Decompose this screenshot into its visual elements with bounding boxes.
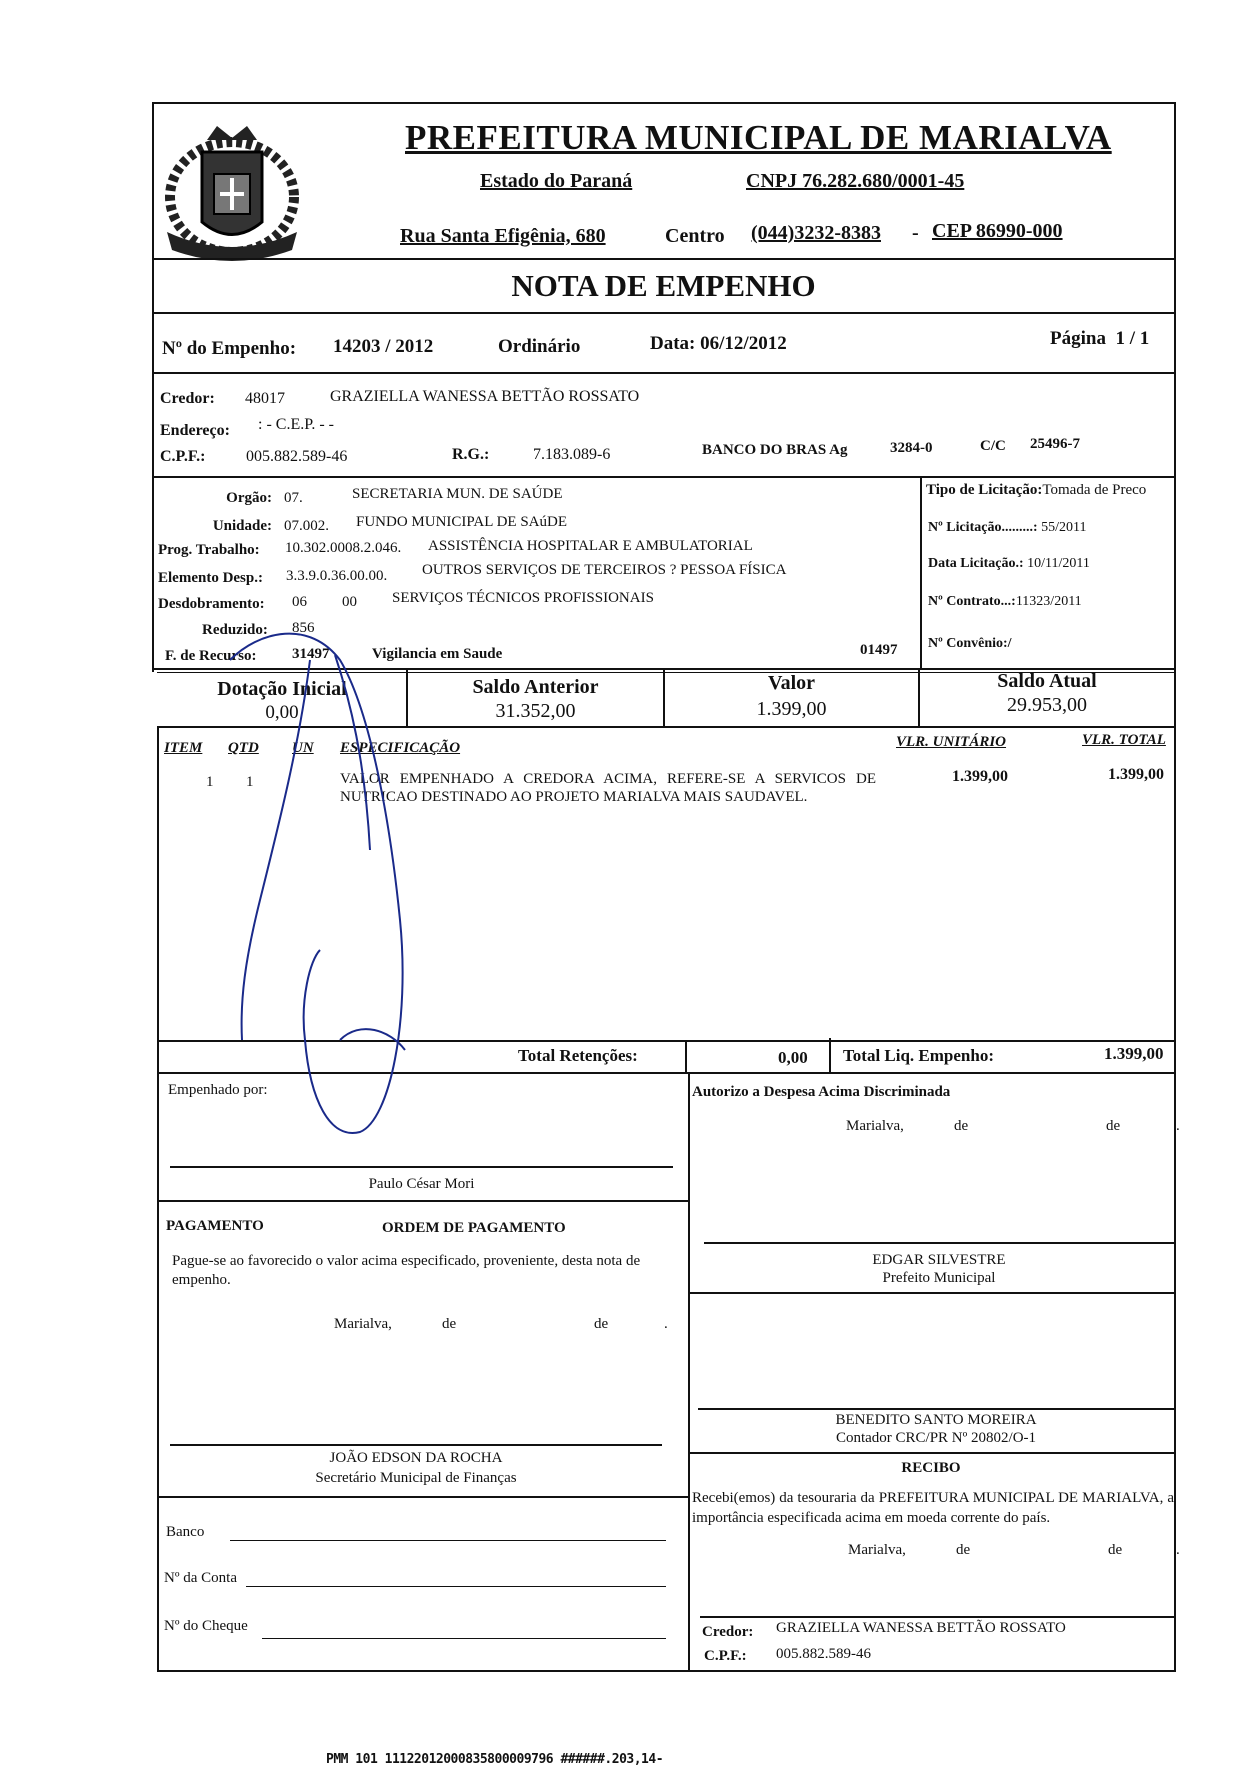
desdobramento-name: SERVIÇOS TÉCNICOS PROFISSIONAIS [392,590,654,606]
orgao-code: 07. [284,490,303,506]
recurso-label: F. de Recurso: [165,648,257,664]
orgao-name: SECRETARIA MUN. DE SAÚDE [352,486,563,502]
col-un: UN [292,740,314,756]
valor-label: Valor [767,672,816,694]
item-total-value: 1.399,00 [1108,766,1164,783]
empenho-number-label: Nº do Empenho: [162,338,297,359]
state-name: Estado do Paraná [480,170,633,192]
empenho-number: 14203 / 2012 [333,336,434,357]
unidade-label: Unidade: [212,518,272,534]
secretario-role: Secretário Municipal de Finanças [315,1470,517,1486]
dotacao-inicial-label: Dotação Inicial [217,678,347,700]
col-qtd: QTD [228,740,259,756]
agency-number: 3284-0 [890,440,933,456]
institution-title: PREFEITURA MUNICIPAL DE MARIALVA [405,118,1112,157]
date-de-1a: de [954,1118,969,1134]
reduzido-label: Reduzido: [202,622,268,638]
convenio-label: Nº Convênio:/ [928,636,1012,651]
date-de-3a: de [956,1542,971,1558]
contador-role: Contador CRC/PR Nº 20802/O-1 [835,1430,1037,1446]
prog-trabalho-name: ASSISTÊNCIA HOSPITALAR E AMBULATORIAL [428,538,753,554]
city-date-1: Marialva, [846,1118,904,1134]
account-label: C/C [980,438,1006,454]
secretario-name: JOÃO EDSON DA ROCHA [329,1450,503,1466]
creditor-address: : - C.E.P. - - [258,416,334,433]
recibo-cpf: 005.882.589-46 [776,1646,871,1662]
recibo-credor-label: Credor: [702,1624,754,1640]
reduzido-value: 856 [292,620,315,636]
prefeito-name: EDGAR SILVESTRE [872,1252,1006,1268]
unidade-name: FUNDO MUNICIPAL DE SAúDE [356,514,567,530]
col-valor-total: VLR. TOTAL [1082,732,1166,748]
contract-number: 11323/2011 [1015,594,1082,609]
recurso-number: 01497 [860,642,898,658]
cnpj: CNPJ 76.282.680/0001-45 [746,170,965,192]
elemento-code: 3.3.9.0.36.00.00. [286,568,388,584]
handwritten-signature [200,620,480,1140]
address-district: Centro [665,225,725,247]
saldo-anterior-value: 31.352,00 [495,700,576,722]
account-number: 25496-7 [1030,436,1080,452]
licitacao-type-label: Tipo de Licitação: [926,482,1043,498]
unidade-code: 07.002. [284,518,329,534]
col-especificacao: ESPECIFICAÇÃO [340,740,461,756]
recibo-text: Recebi(emos) da tesouraria da PREFEITURA MUNICIPAL DE MARIALVA, a importância especificada acima em moeda corrente do país. [692,1490,1174,1526]
creditor-label: Credor: [160,390,215,407]
recurso-name: Vigilancia em Saude [372,646,503,662]
recibo-credor-name: GRAZIELLA WANESSA BETTÃO ROSSATO [776,1620,1066,1636]
creditor-cpf: 005.882.589-46 [246,448,348,465]
saldo-atual-label: Saldo Atual [997,670,1097,692]
date-label: Data: [650,333,696,354]
date-dot-2: . [664,1316,668,1332]
creditor-code: 48017 [245,390,285,407]
col-valor-unitario: VLR. UNITÁRIO [896,734,1007,750]
footer-barcode-text: PMM 101 11122012000835800009796 ######.203,14- [326,1752,664,1767]
item-qtd: 1 [246,774,254,790]
page-label: Página [1050,328,1106,349]
total-retencoes-label: Total Retenções: [518,1046,638,1065]
saldo-atual-value: 29.953,00 [1007,694,1087,716]
recibo-title: RECIBO [901,1460,961,1476]
cep: CEP 86990-000 [932,220,1063,242]
coat-of-arms-logo [152,112,312,272]
document-title: NOTA DE EMPENHO [511,268,816,303]
licitacao-number: 55/2011 [1041,520,1087,535]
desdobramento-label: Desdobramento: [158,596,265,612]
date-dot-1: . [1176,1118,1180,1134]
total-liquido-label: Total Liq. Empenho: [843,1046,994,1065]
desdobramento-code-1: 06 [292,594,307,610]
creditor-rg: 7.183.089-6 [533,446,611,463]
licitacao-number-label: Nº Licitação.........: [928,520,1038,535]
agency-label: Ag [829,442,848,458]
total-liquido-value: 1.399,00 [1104,1044,1164,1063]
prog-trabalho-label: Prog. Trabalho: [158,542,260,558]
ordem-pagamento-label: ORDEM DE PAGAMENTO [382,1220,566,1236]
rg-label: R.G.: [452,446,490,463]
desdobramento-code-2: 00 [342,594,357,610]
bank-name: BANCO DO BRAS [702,442,827,458]
city-date-2: Marialva, [334,1316,392,1332]
address-label: Endereço: [160,422,230,439]
empenhado-por-label: Empenhado por: [168,1082,268,1098]
contract-label: Nº Contrato...: [928,594,1016,609]
date-dot-3: . [1176,1542,1180,1558]
date-de-2a: de [442,1316,457,1332]
empenhado-por-name: Paulo César Mori [368,1176,475,1192]
col-item: ITEM [164,740,203,756]
elemento-label: Elemento Desp.: [158,570,263,586]
cpf-label: C.P.F.: [160,448,206,465]
empenho-date: 06/12/2012 [700,333,787,354]
recibo-cpf-label: C.P.F.: [704,1648,747,1664]
creditor-name: GRAZIELLA WANESSA BETTÃO ROSSATO [330,388,640,405]
pagamento-text: Pague-se ao favorecido o valor acima especificado, proveniente, desta nota de empenho. [172,1253,641,1288]
valor-value: 1.399,00 [756,698,827,720]
empenho-type: Ordinário [498,336,581,357]
bank-field-label: Banco [166,1524,205,1540]
licitacao-type: Tomada de Preco [1042,482,1147,498]
pagamento-label: PAGAMENTO [166,1218,264,1234]
page-number: 1 / 1 [1115,328,1150,349]
prefeito-role: Prefeito Municipal [882,1270,996,1286]
item-description: VALOR EMPENHADO A CREDORA ACIMA, REFERE-SE A SERVICOS DE NUTRICAO DESTINADO AO PROJETO MARIALVA MAIS SAUDAVEL. [340,771,876,805]
city-date-3: Marialva, [848,1542,906,1558]
dotacao-inicial-value: 0,00 [265,702,299,723]
prog-trabalho-code: 10.302.0008.2.046. [285,540,402,556]
cheque-field-label: Nº do Cheque [164,1618,248,1634]
total-retencoes-value: 0,00 [778,1048,808,1067]
account-field-label: Nº da Conta [164,1570,237,1586]
phone-number: (044)3232-8383 [751,222,881,244]
orgao-label: Orgão: [226,490,272,506]
elemento-name: OUTROS SERVIÇOS DE TERCEIROS ? PESSOA FÍSICA [422,562,787,578]
autorizo-label: Autorizo a Despesa Acima Discriminada [692,1084,951,1100]
date-de-3b: de [1108,1542,1123,1558]
address-dash: - [912,222,919,244]
licitacao-date-label: Data Licitação.: [928,556,1024,571]
recurso-code: 31497 [292,646,330,662]
licitacao-date: 10/11/2011 [1027,556,1090,571]
address-street: Rua Santa Efigênia, 680 [400,225,606,247]
item-number: 1 [206,774,214,790]
contador-name: BENEDITO SANTO MOREIRA [835,1412,1037,1428]
saldo-anterior-label: Saldo Anterior [472,676,599,698]
item-unit-value: 1.399,00 [952,768,1008,785]
date-de-1b: de [1106,1118,1121,1134]
date-de-2b: de [594,1316,609,1332]
